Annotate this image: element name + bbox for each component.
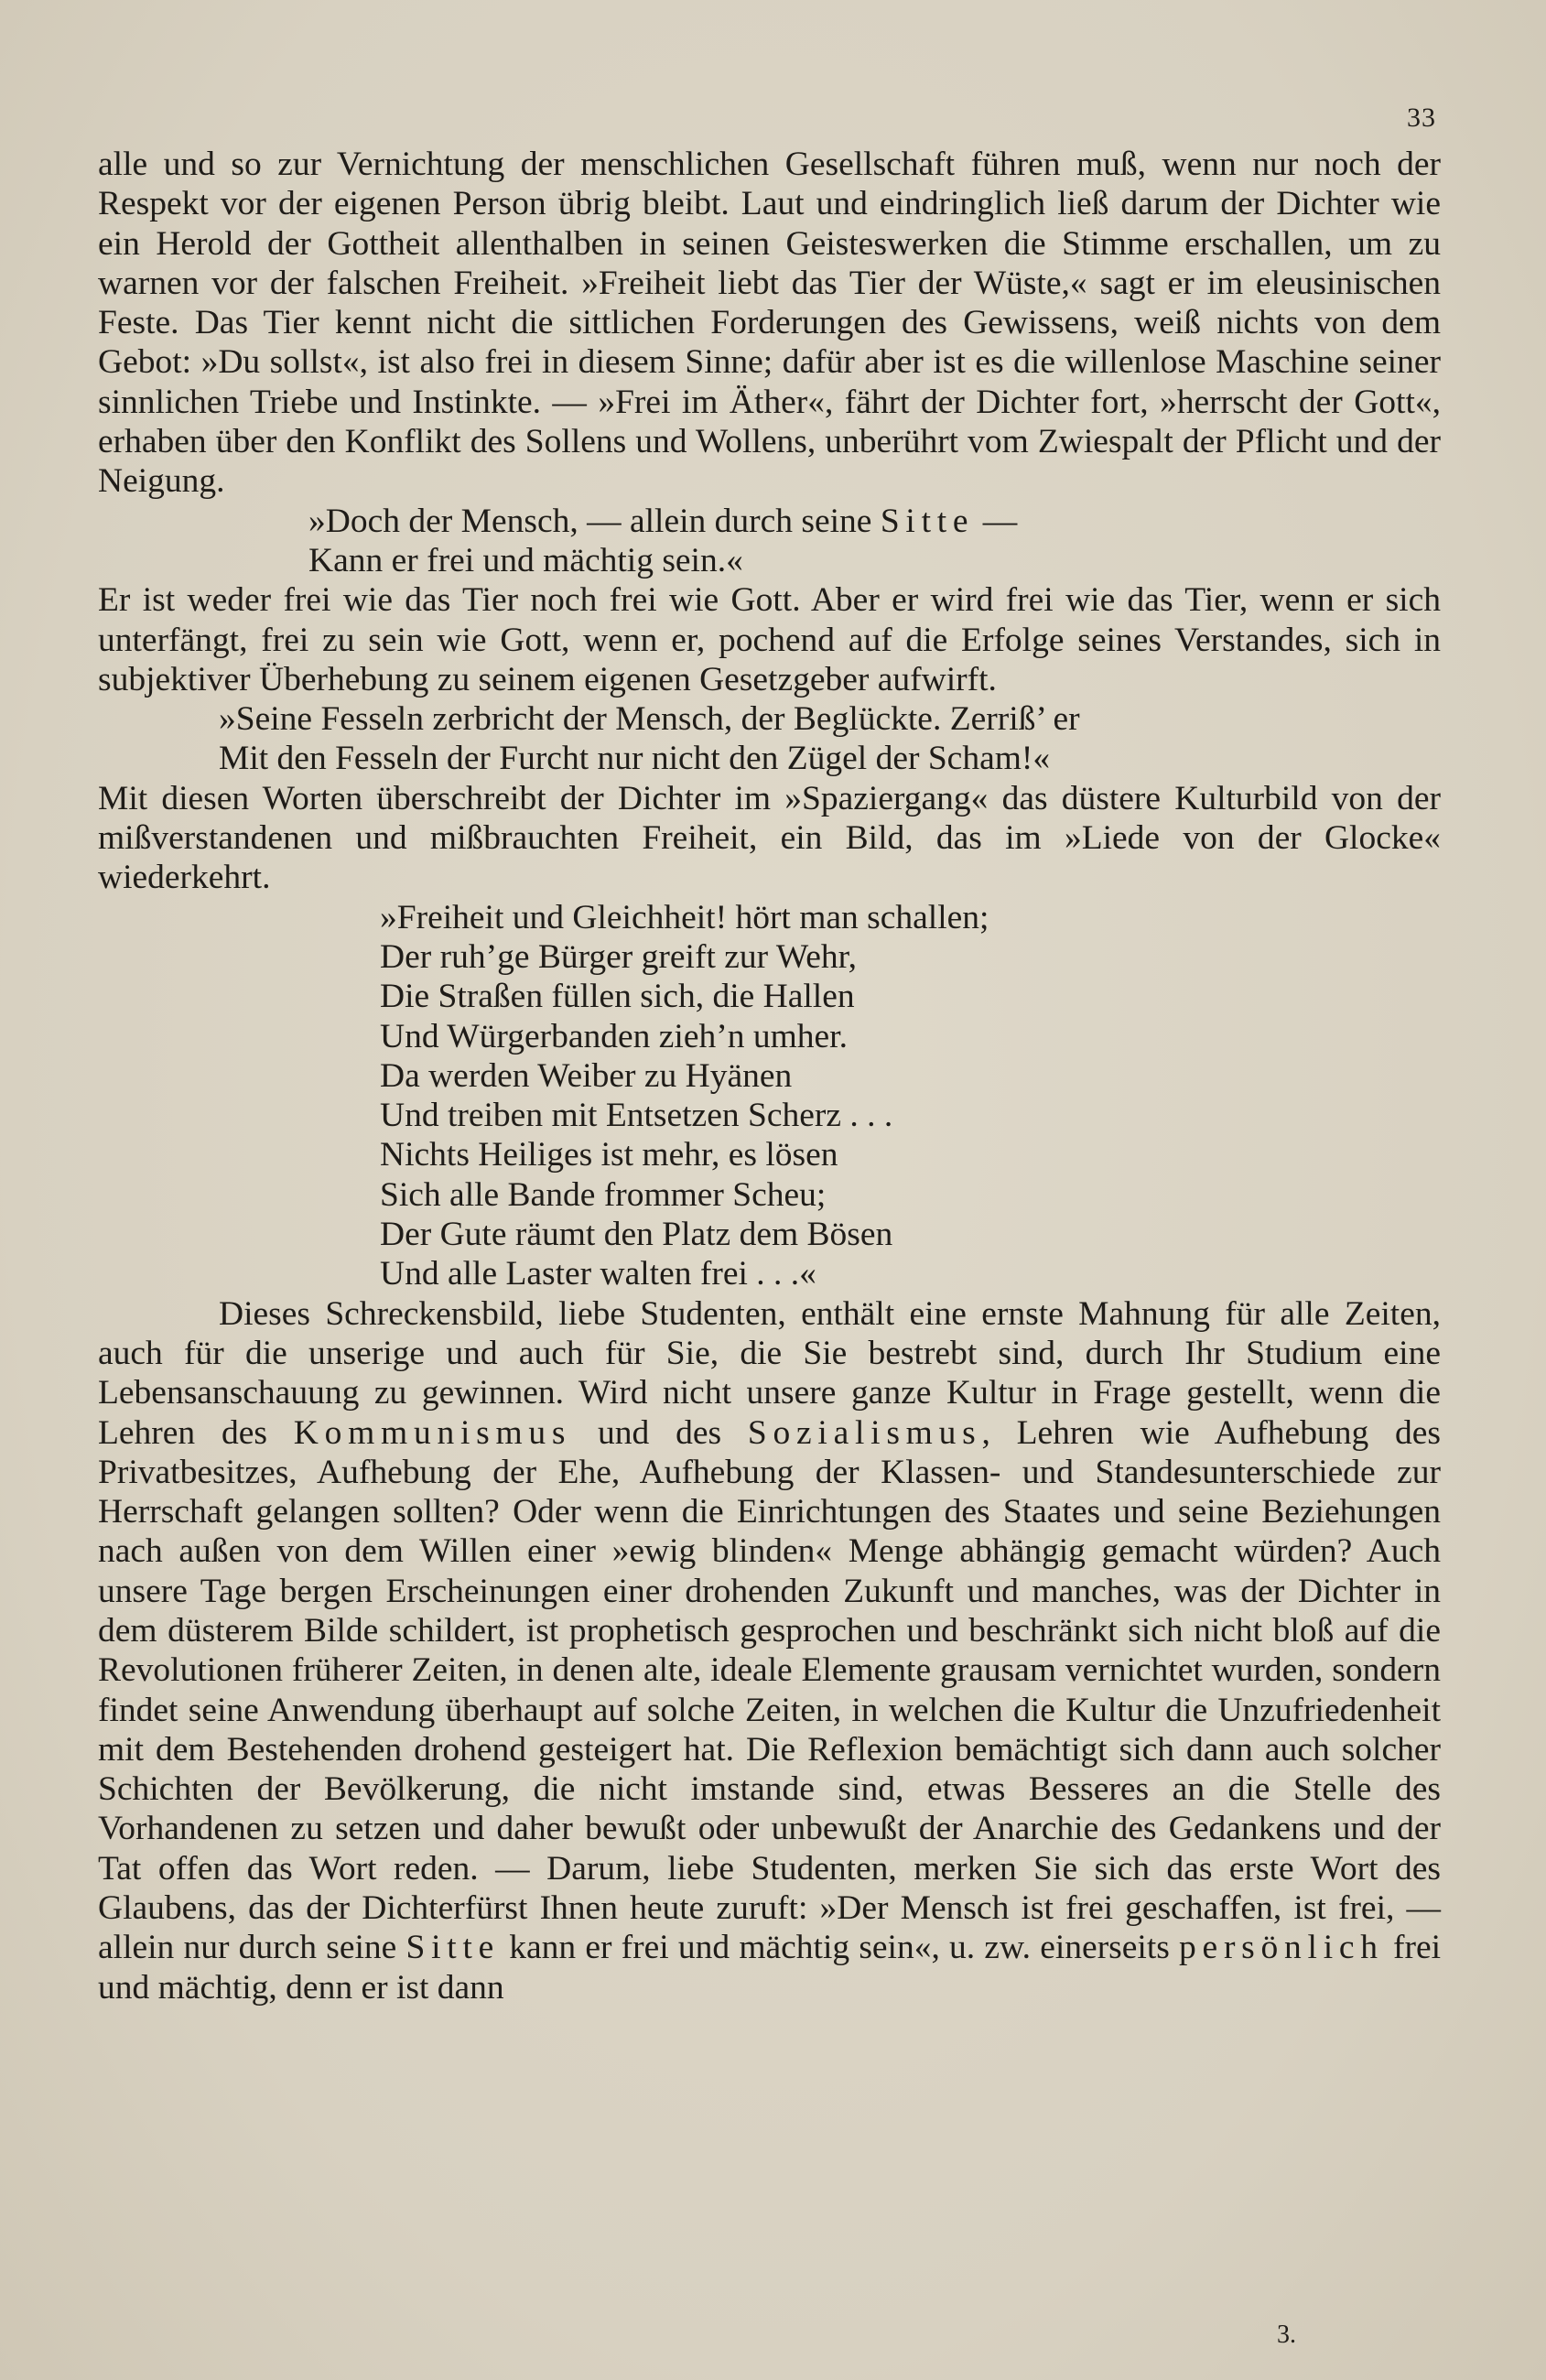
verse-quote-spaziergang [98,699,1441,779]
emphasized-word: persönlich [1179,1929,1384,1967]
body-text [98,145,1441,2007]
paragraph-4 [98,1294,1441,2007]
verse-line: »Freiheit und Gleichheit! hört man schallen; [380,898,989,936]
verse-line: Und treiben mit Entsetzen Scherz . . . [380,1097,893,1135]
verse-line: Die Straßen füllen sich, die Hallen [380,978,855,1016]
verse-line: Nichts Heiliges ist mehr, es lösen [380,1136,838,1174]
paragraph-text: kann er frei und mächtig sein«, u. zw. einerseits [500,1929,1180,1967]
emphasized-word: Sitte [880,502,975,540]
paragraph-text: , Lehren wie Aufhebung des Privatbesitzes, Aufhebung der Ehe, Aufhebung der Klassen- und Standesunterschiede zur Herrschaft gelangen sollten? Oder wenn die Einrichtungen des Staates und seine Beziehungen nach außen von dem Willen einer »ewig blinden« Menge abhängig gemacht würden? Auch unsere Tage bergen Erscheinungen einer drohenden Zukunft und manches, was der Dichter in dem düsterem Bilde schildert, ist prophetisch gesprochen und beschränkt sich nicht bloß auf die Revolutionen früherer Zeiten, in denen alte, ideale Elemente grausam vernichtet wurden, sondern findet seine Anwendung überhaupt auf solche Zeiten, in welchen die Kultur die Unzufriedenheit mit dem Bestehenden drohend gesteigert hat. Die Reflexion bemächtigt sich dann auch solcher Schichten der Bevölkerung, die nicht imstande sind, etwas Besseres an die Stelle des Vorhandenen zu setzen und daher bewußt oder unbewußt der Anarchie des Gedankens und der Tat offen das Wort reden. — Darum, liebe Studenten, merken Sie sich das erste Wort des Glaubens, das der Dichterfürst Ihnen heute zuruft: »Der Mensch ist frei geschaffen, ist frei, — allein nur durch seine [98,1413,1442,1967]
paragraph-1: alle und so zur Vernichtung der menschlichen Gesellschaft führen muß, wenn nur noch der Respekt vor der eigenen Person übrig bleibt. Laut und eindringlich ließ darum der Dichter wie ein Herold der Gottheit allenthalben in seinen Geisteswerken die Stimme erschallen, um zu warnen vor der falschen Freiheit. »Freiheit liebt das Tier der Wüste,« sagt er im eleusinischen Feste. Das Tier kennt nicht die sittlichen Forderungen des Gewissens, weiß nichts von dem Gebot: »Du sollst«, ist also frei in diesem Sinne; dafür aber ist es die willenlose Maschine seiner sinnlichen Triebe und Instinkte. — »Frei im Äther«, fährt der Dichter fort, »herrscht der Gott«, erhaben über den Konflikt des Sollens und Wollens, unberührt vom Zwiespalt der Pflicht und der Neigung. [98,146,1441,501]
verse-line: Und alle Laster walten frei . . .« [380,1255,816,1293]
page-number: 33 [1407,103,1436,133]
verse-line: Da werden Weiber zu Hyänen [380,1056,793,1095]
verse-line [308,502,1441,541]
verse-line: Sich alle Bande frommer Scheu; [380,1175,827,1214]
emphasized-word: Kommunismus [293,1413,572,1452]
paragraph-text: und des [571,1413,748,1452]
signature-mark: 3. [1277,2320,1296,2349]
verse-text: — [974,502,1018,540]
verse-line: Mit den Fesseln der Furcht nur nicht den Zügel der Scham!« [219,740,1051,778]
paragraph-3: Mit diesen Worten überschreibt der Dichter im »Spaziergang« das düstere Kulturbild von der mißverstandenen und mißbrauchten Freiheit, ein Bild, das im »Liede von der Glocke« wiederkehrt. [98,779,1441,897]
verse-line: Kann er frei und mächtig sein.« [308,541,743,579]
emphasized-word: Sitte [405,1929,501,1967]
paragraph-text: frei und mächtig, denn er ist dann [98,1929,1442,2007]
verse-text: »Doch der Mensch, — allein durch seine [308,502,881,540]
paragraph-text: Dieses Schreckensbild, liebe Studenten, enthält eine ernste Mahnung für alle Zeiten, auch für die unserige und auch für Sie, die Sie bestrebt sind, durch Ihr Studium eine Lebensanschauung zu gewinnen. Wird nicht unsere ganze Kultur in Frage gestellt, wenn die Lehren des [98,1294,1441,1452]
verse-line: Der ruh’ge Bürger greift zur Wehr, [380,937,857,976]
verse-quote-glocke [98,898,1441,1294]
verse-line: »Seine Fesseln zerbricht der Mensch, der Beglückte. Zerriß’ er [219,700,1080,739]
emphasized-word: Sozialismus [747,1413,982,1452]
verse-line: Und Würgerbanden zieh’n umher. [380,1017,848,1055]
verse-quote-sitte [98,502,1441,581]
verse-line: Der Gute räumt den Platz dem Bösen [380,1216,893,1254]
paragraph-2: Er ist weder frei wie das Tier noch frei wie Gott. Aber er wird frei wie das Tier, wenn er sich unterfängt, frei zu sein wie Gott, wenn er, pochend auf die Erfolge seines Verstandes, sich in subjektiver Überhebung zu seinem eigenen Gesetzgeber aufwirft. [98,581,1441,698]
